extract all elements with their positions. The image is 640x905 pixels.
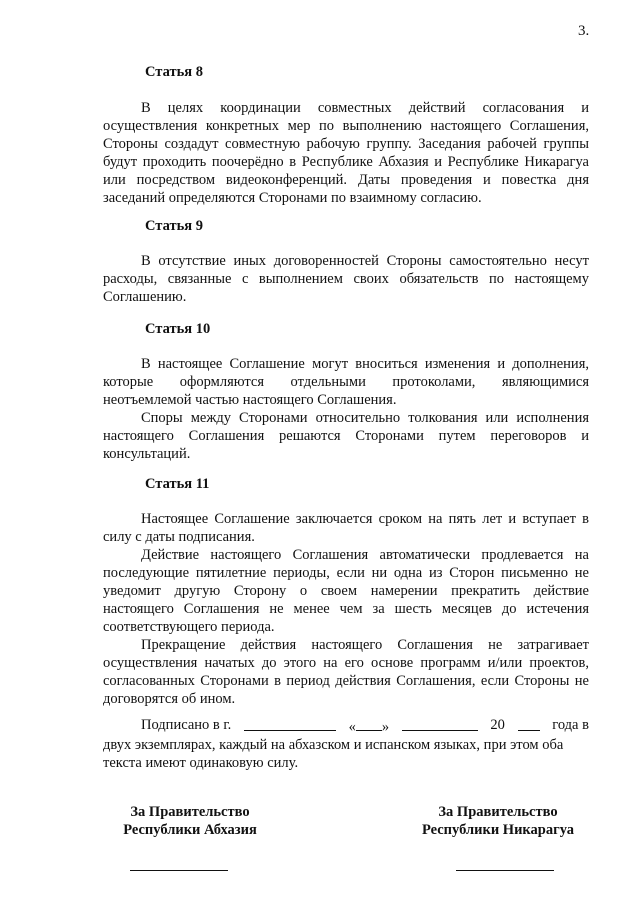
signature-block-left — [80, 803, 300, 839]
article-heading: Статья 11 — [145, 476, 210, 492]
signature-block-right — [388, 803, 608, 839]
signature-line-left — [130, 870, 228, 871]
signatory-line2: Республики Никарагуа — [421, 822, 575, 838]
article-body — [103, 355, 589, 463]
page-number: 3. — [578, 23, 590, 39]
paragraph: Действие настоящего Соглашения автоматически продлевается на последующие пятилетние периоды, если ни одна из Сторон письменно не уведомит другую Сторону о своем намерении прекратить действие настоящего Соглашения не менее чем за шесть месяцев до истечения соответствующего периода. — [103, 547, 589, 635]
paragraph: В настоящее Соглашение могут вноситься изменения и дополнения, которые оформляются отдельными протоколами, являющимися неотъемлемой частью настоящего Соглашения. — [103, 356, 589, 408]
month-blank — [402, 716, 478, 731]
article-heading: Статья 9 — [145, 218, 203, 234]
article-heading: Статья 10 — [145, 321, 211, 337]
year-suffix: года в — [552, 717, 589, 733]
signed-in-label: Подписано в г. — [141, 717, 232, 733]
paragraph: Настоящее Соглашение заключается сроком на пять лет и вступает в силу с даты подписания. — [103, 511, 589, 545]
signatory-line2: Республики Абхазия — [123, 822, 257, 838]
year-blank — [518, 716, 540, 731]
paragraph: В отсутствие иных договоренностей Стороны самостоятельно несут расходы, связанные с выполнением своих обязательств по настоящему Соглашению. — [103, 253, 589, 305]
signatory-line1: За Правительство — [438, 804, 558, 820]
signing-clause — [103, 716, 589, 772]
day-blank — [356, 716, 382, 731]
paragraph: Прекращение действия настоящего Соглашения не затрагивает осуществления начатых до этого на его основе программ и/или проектов, согласованных Сторонами в период действия Соглашения, если Стороны не договорятся об ином. — [103, 637, 589, 707]
article-body — [103, 99, 589, 207]
paragraph: В целях координации совместных действий согласования и осуществления конкретных мер по выполнению настоящего Соглашения, Стороны создадут совместную рабочую группу. Заседания рабочей группы будут проходить поочерёдно в Республике Абхазия и Республике Никарагуа или посредством видеоконференций. Даты проведения и повестка дня заседаний определяются Сторонами по взаимному согласию. — [103, 100, 589, 206]
quote-close: » — [381, 719, 390, 735]
signature-line-right — [456, 870, 554, 871]
article-heading: Статья 8 — [145, 64, 203, 80]
article-body — [103, 510, 589, 708]
signatory-line1: За Правительство — [130, 804, 250, 820]
signing-rest: двух экземплярах, каждый на абхазском и испанском языках, при этом оба текста имеют одинаковую силу. — [103, 737, 564, 771]
signing-line — [103, 716, 589, 736]
quote-open: « — [348, 719, 356, 735]
city-blank — [244, 716, 336, 731]
paragraph: Споры между Сторонами относительно толкования или исполнения настоящего Соглашения решаются Сторонами путем переговоров и консультаций. — [103, 410, 589, 462]
article-body — [103, 252, 589, 306]
year-prefix: 20 — [490, 717, 505, 733]
date-day — [349, 716, 390, 736]
